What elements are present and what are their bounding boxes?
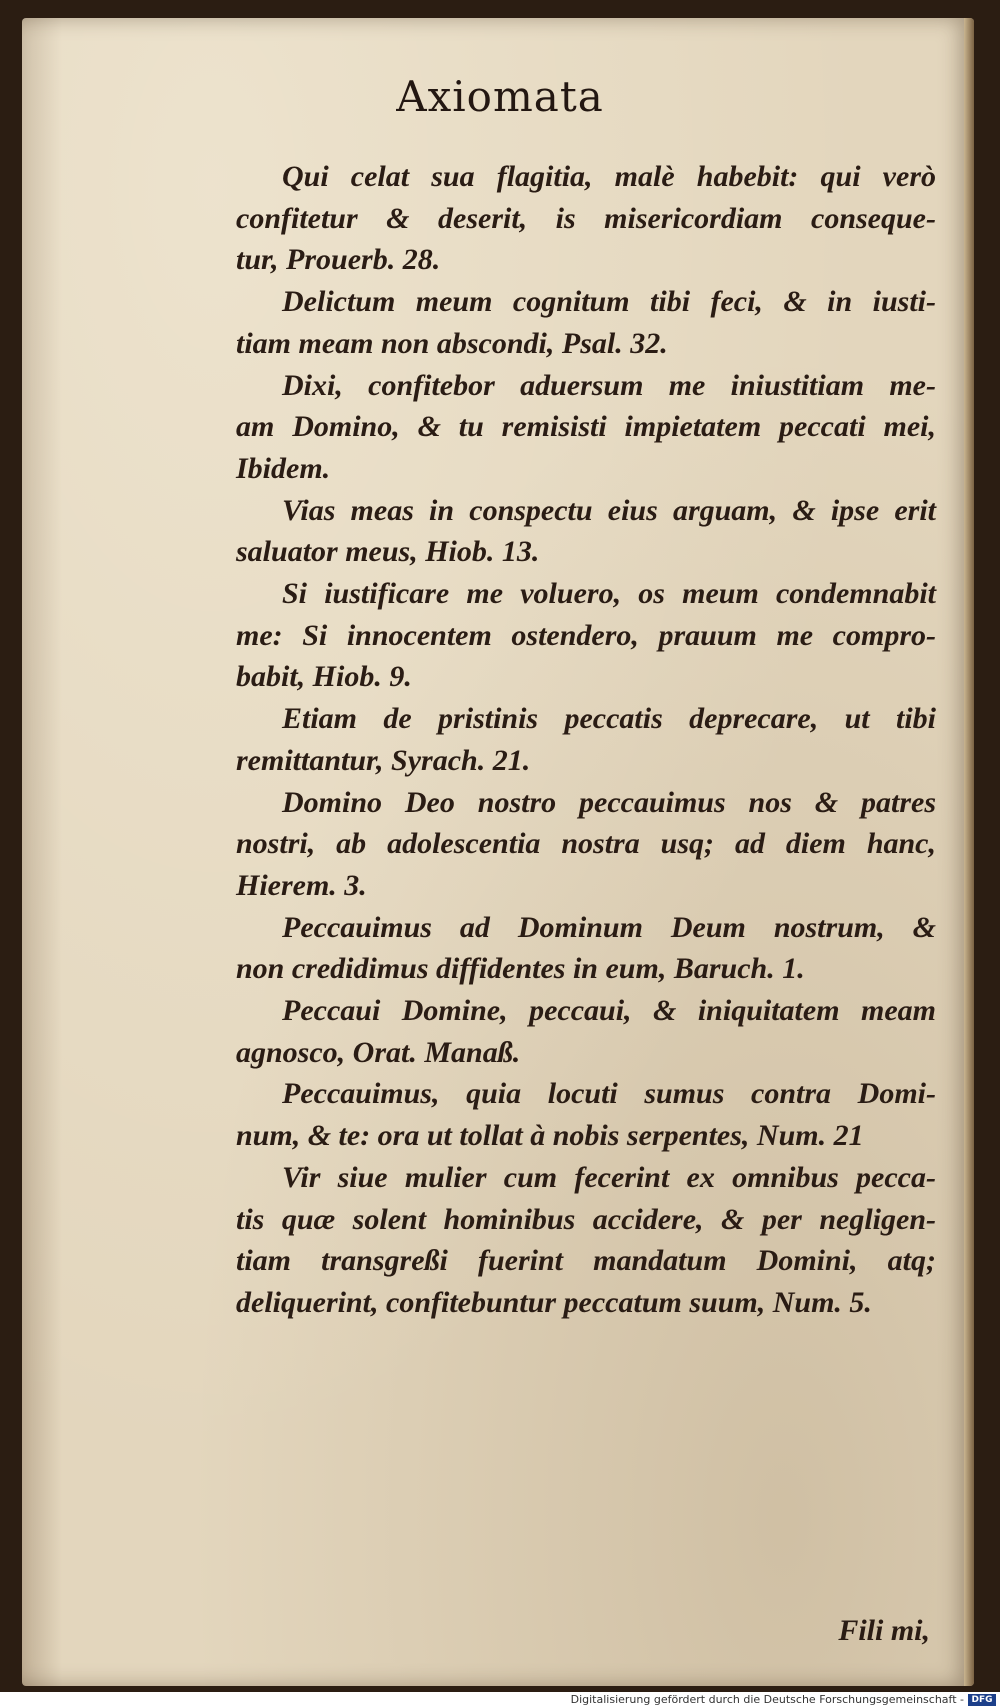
page-edge	[964, 18, 974, 1686]
page-body	[236, 156, 936, 1324]
text-line: tis quæ solent hominibus accidere, & per negligen-	[236, 1202, 936, 1236]
text-line: am Domino, & tu remisisti impietatem peccati mei,	[236, 410, 936, 444]
text-line: confitetur & deserit, is misericordiam conseque-	[236, 201, 936, 235]
text-line: tur, Prouerb. 28.	[236, 243, 441, 277]
text-line: nostri, ab adolescentia nostra usq; ad diem hanc,	[236, 827, 936, 861]
text-line: saluator meus, Hiob. 13.	[236, 535, 540, 569]
text-line: Peccauimus ad Dominum Deum nostrum, &	[282, 910, 936, 944]
text-line: Domino Deo nostro peccauimus nos & patres	[282, 785, 936, 819]
text-line: num, & te: ora ut tollat à nobis serpentes, Num. 21	[236, 1119, 864, 1153]
text-line: Si iustificare me voluero, os meum condemnabit	[282, 577, 936, 611]
text-line: deliquerint, confitebuntur peccatum suum, Num. 5.	[236, 1285, 872, 1319]
text-line: Dixi, confitebor aduersum me iniustitiam me-	[282, 368, 936, 402]
text-line: Delictum meum cognitum tibi feci, & in iusti-	[282, 285, 936, 319]
text-line: Ibidem.	[236, 451, 331, 485]
text-line: Vir siue mulier cum fecerint ex omnibus pecca-	[282, 1160, 936, 1194]
running-head: Axiomata	[396, 72, 604, 121]
text-line: tiam meam non abscondi, Psal. 32.	[236, 326, 668, 360]
text-line: remittantur, Syrach. 21.	[236, 743, 531, 777]
catchword: Fili mi,	[838, 1614, 930, 1647]
text-line: Peccaui Domine, peccaui, & iniquitatem meam	[282, 994, 936, 1028]
text-line: Qui celat sua flagitia, malè habebit: qui verò	[282, 160, 936, 193]
text-line: Vias meas in conspectu eius arguam, & ipse erit	[282, 493, 936, 527]
dfg-logo-icon: DFG	[968, 1694, 996, 1706]
text-line: babit, Hiob. 9.	[236, 660, 412, 694]
footer-credit: Digitalisierung gefördert durch die Deutsche Forschungsgemeinschaft -	[570, 1693, 964, 1706]
text-line: non credidimus diffidentes in eum, Baruch. 1.	[236, 952, 805, 986]
text-line: me: Si innocentem ostendero, prauum me compro-	[236, 618, 936, 652]
text-line: Hierem. 3.	[236, 868, 367, 902]
footer-bar	[0, 1692, 1000, 1708]
text-line: tiam transgreßi fuerint mandatum Domini, atq;	[236, 1244, 936, 1278]
text-line: Peccauimus, quia locuti sumus contra Domi-	[282, 1077, 936, 1111]
text-line: Etiam de pristinis peccatis deprecare, ut tibi	[282, 702, 936, 736]
text-line: agnosco, Orat. Manaß.	[236, 1035, 521, 1069]
